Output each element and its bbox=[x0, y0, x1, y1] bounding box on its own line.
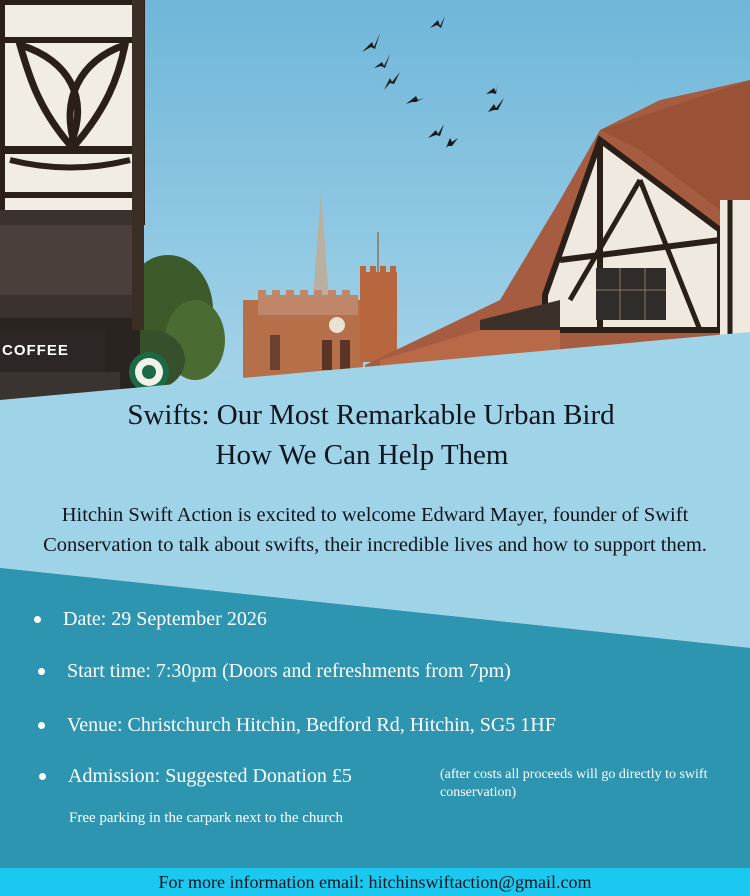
detail-start-time-text: Start time: 7:30pm (Doors and refreshments from 7pm) bbox=[67, 659, 511, 682]
bullet-icon bbox=[38, 668, 45, 675]
parking-note: Free parking in the carpark next to the church bbox=[69, 810, 344, 826]
detail-venue bbox=[38, 710, 556, 740]
detail-venue-text: Venue: Christchurch Hitchin, Bedford Rd, Hitchin, SG5 1HF bbox=[67, 713, 556, 736]
detail-admission bbox=[39, 761, 352, 791]
event-subtitle: How We Can Help Them bbox=[215, 439, 509, 471]
detail-date-text: Date: 29 September 2026 bbox=[63, 607, 267, 630]
bullet-icon bbox=[38, 722, 45, 729]
bullet-icon bbox=[39, 773, 46, 780]
detail-start-time bbox=[38, 656, 511, 686]
bullet-icon bbox=[34, 616, 41, 623]
contact-email-text: For more information email: hitchinswiftaction@gmail.com bbox=[158, 872, 592, 892]
detail-admission-text: Admission: Suggested Donation £5 bbox=[68, 764, 352, 787]
coffee-shop-sign: COFFEE bbox=[2, 342, 69, 359]
event-title: Swifts: Our Most Remarkable Urban Bird bbox=[127, 399, 615, 431]
admission-note: (after costs all proceeds will go directly to swift conservation) bbox=[440, 767, 708, 800]
event-intro: Hitchin Swift Action is excited to welcome Edward Mayer, founder of Swift Conservation to talk about swifts, their incredible lives and how to support them. bbox=[43, 504, 707, 556]
detail-date bbox=[34, 604, 267, 634]
